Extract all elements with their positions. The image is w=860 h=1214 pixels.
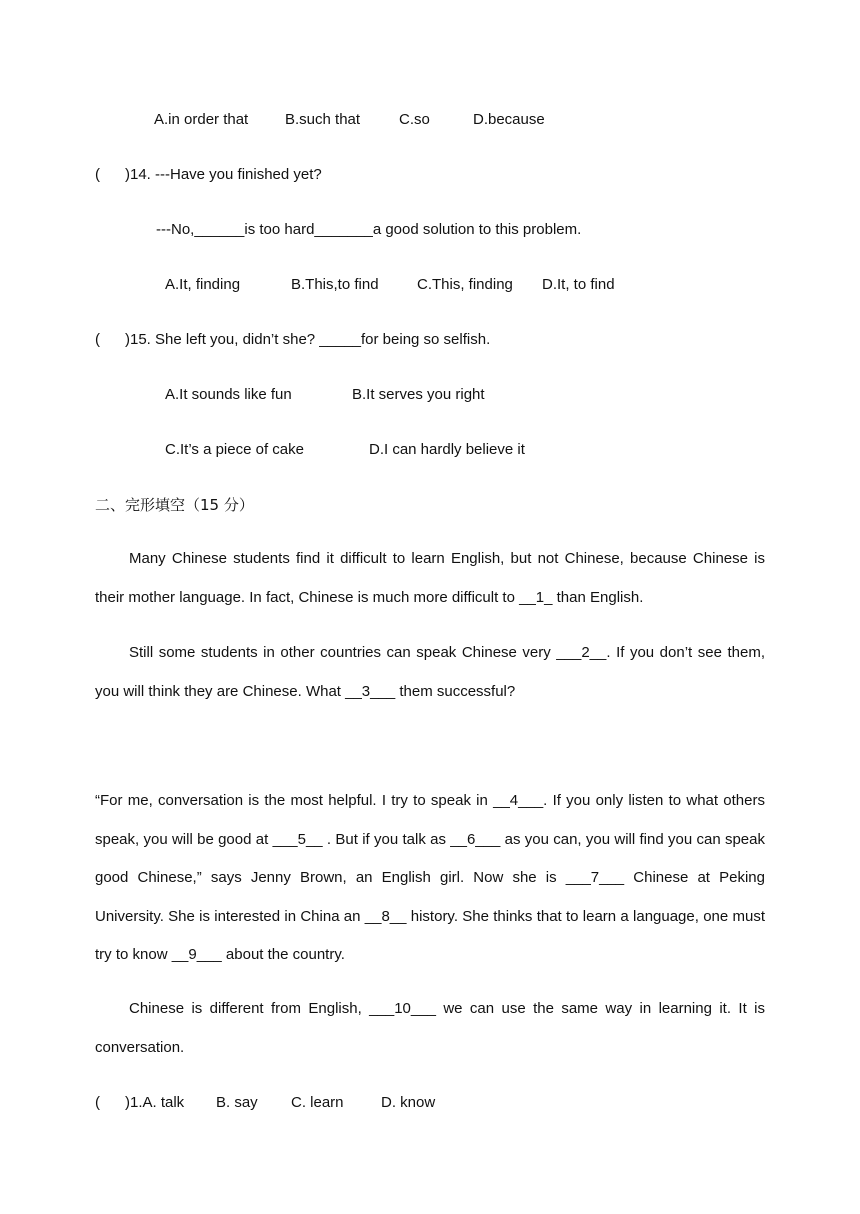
q13-option-a: A.in order that [154,111,249,128]
q14-option-d: D.It, to find [542,276,615,293]
cloze-q1-option-c: C. learn [291,1094,344,1111]
q15-option-d: D.I can hardly believe it [369,441,525,458]
q15-question: ( )15. She left you, didn’t she? _____for being so selfish. [95,331,491,348]
cloze-q1-option-b: B. say [216,1094,258,1111]
passage-p1-text: Many Chinese students find it difficult to learn English, but not Chinese, because Chinese is their mother language. In fact, Chinese is much more difficult to __1_ than English. [95,550,765,606]
passage-paragraph-3 [95,782,765,975]
q15-option-c: C.It’s a piece of cake [165,441,304,458]
passage-paragraph-4 [95,990,765,1067]
passage-paragraph-1 [95,540,765,617]
section-heading: 二、完形填空（15 分） [95,496,254,514]
passage-p2-text: Still some students in other countries can speak Chinese very ___2__. If you don’t see them, you will think they are Chinese. What __3___ them successful? [95,644,765,700]
passage-p3-text: “For me, conversation is the most helpful. I try to speak in __4___. If you only listen to what others speak, you will be good at ___5__ . But if you talk as __6___ as you can, you will find you can speak good Chinese,” says Jenny Brown, an English girl. Now she is ___7___ Chinese at Peking University. She is interested in China an __8__ history. She thinks that to learn a language, one must try to know __9___ about the country. [95,792,765,963]
q14-reply: ---No,______is too hard_______a good solution to this problem. [156,221,582,238]
passage-paragraph-2 [95,634,765,711]
cloze-q1-option-d: D. know [381,1094,436,1111]
q13-option-b: B.such that [285,111,361,128]
q13-option-c: C.so [399,111,430,128]
passage-p4-text: Chinese is different from English, ___10___ we can use the same way in learning it. It is conversation. [95,1000,765,1056]
q14-question: ( )14. ---Have you finished yet? [95,166,322,183]
q14-option-b: B.This,to find [291,276,379,293]
q13-option-d: D.because [473,111,545,128]
q14-option-c: C.This, finding [417,276,513,293]
q15-option-b: B.It serves you right [352,386,485,403]
cloze-q1-question: ( )1.A. talk [95,1094,185,1111]
q15-option-a: A.It sounds like fun [165,386,292,403]
q14-option-a: A.It, finding [165,276,241,293]
